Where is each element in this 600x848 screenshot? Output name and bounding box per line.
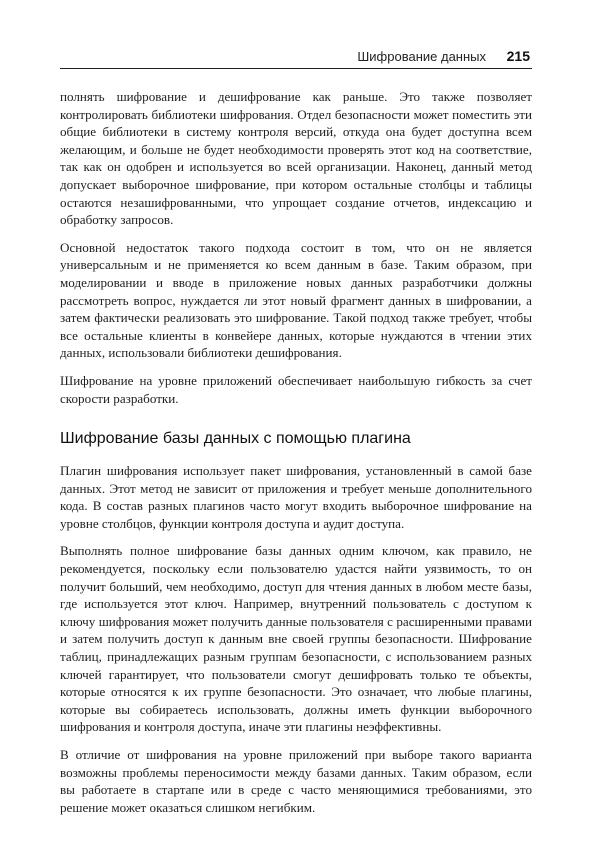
paragraph: Выполнять полное шифрование базы данных одним ключом, как правило, не рекомендуется, поскольку если пользователю удастся найти уязвимость, то он получит больший, чем необходимо, доступ для чтения данных в любом месте базы, где используется этот ключ. Например, внутренний пользователь с доступом к ключу шифрования может получить данные пользователя с расширенными правами и затем получить доступ к данным вне своей группы безопасности. Шифрование таблиц, принадлежащих разным группам безопасности, с использованием разных ключей гарантирует, что пользователи смогут дешифровать только те объекты, которые относятся к их группе безопасности. Это означает, что любые плагины, которые вы собираетесь использовать, должны иметь функции выборочного шифрования и контроля доступа, иначе эти плагины неэффективны. (60, 543, 532, 735)
paragraph: Основной недостаток такого подхода состоит в том, что он не является универсальным и не применяется ко всем данным в базе. Таким образом, при моделировании и вводе в приложение новых данных разработчики должны рассмотреть вопрос, нуждается ли этот новый фрагмент данных в шифровании, а затем фактически реализовать это шифрование. Такой подход также требует, чтобы все остальные клиенты в конвейере данных, которые нуждаются в чтении этих данных, использовали библиотеки дешифрования. (60, 239, 532, 361)
paragraph: полнять шифрование и дешифрование как раньше. Это также позволяет контролировать библиотеки шифрования. Отдел безопасности может поместить эти общие библиотеки в систему контроля версий, откуда она будет доступна всем желающим, и больше не будет необходимости проверять этот код на соответствие, так как он одобрен и используется во всей организации. Наконец, данный метод допускает выборочное шифрование, при котором остальные столбцы и таблицы остаются незашифрованными, что упрощает создание отчетов, индексацию и обработку запросов. (60, 89, 532, 228)
paragraph: В отличие от шифрования на уровне приложений при выборе такого варианта возможны проблемы переносимости между базами данных. Таким образом, если вы работаете в стартапе или в среде с часто меняющимися требованиями, это решение может оказаться слишком негибким. (60, 747, 532, 815)
section-heading: Шифрование базы данных с помощью плагина (60, 430, 411, 448)
running-header-title: Шифрование данных (357, 49, 486, 64)
running-header (60, 46, 532, 69)
page-body (60, 88, 532, 826)
paragraph: Шифрование на уровне приложений обеспечивает наибольшую гибкость за счет скорости разработки. (60, 372, 532, 406)
paragraph: Плагин шифрования использует пакет шифрования, установленный в самой базе данных. Этот метод не зависит от приложения и требует меньше дополнительного кода. В состав разных плагинов часто могут входить выборочное шифрование на уровне столбцов, функции контроля доступа и аудит доступа. (60, 463, 532, 531)
page-number: 215 (506, 48, 530, 64)
